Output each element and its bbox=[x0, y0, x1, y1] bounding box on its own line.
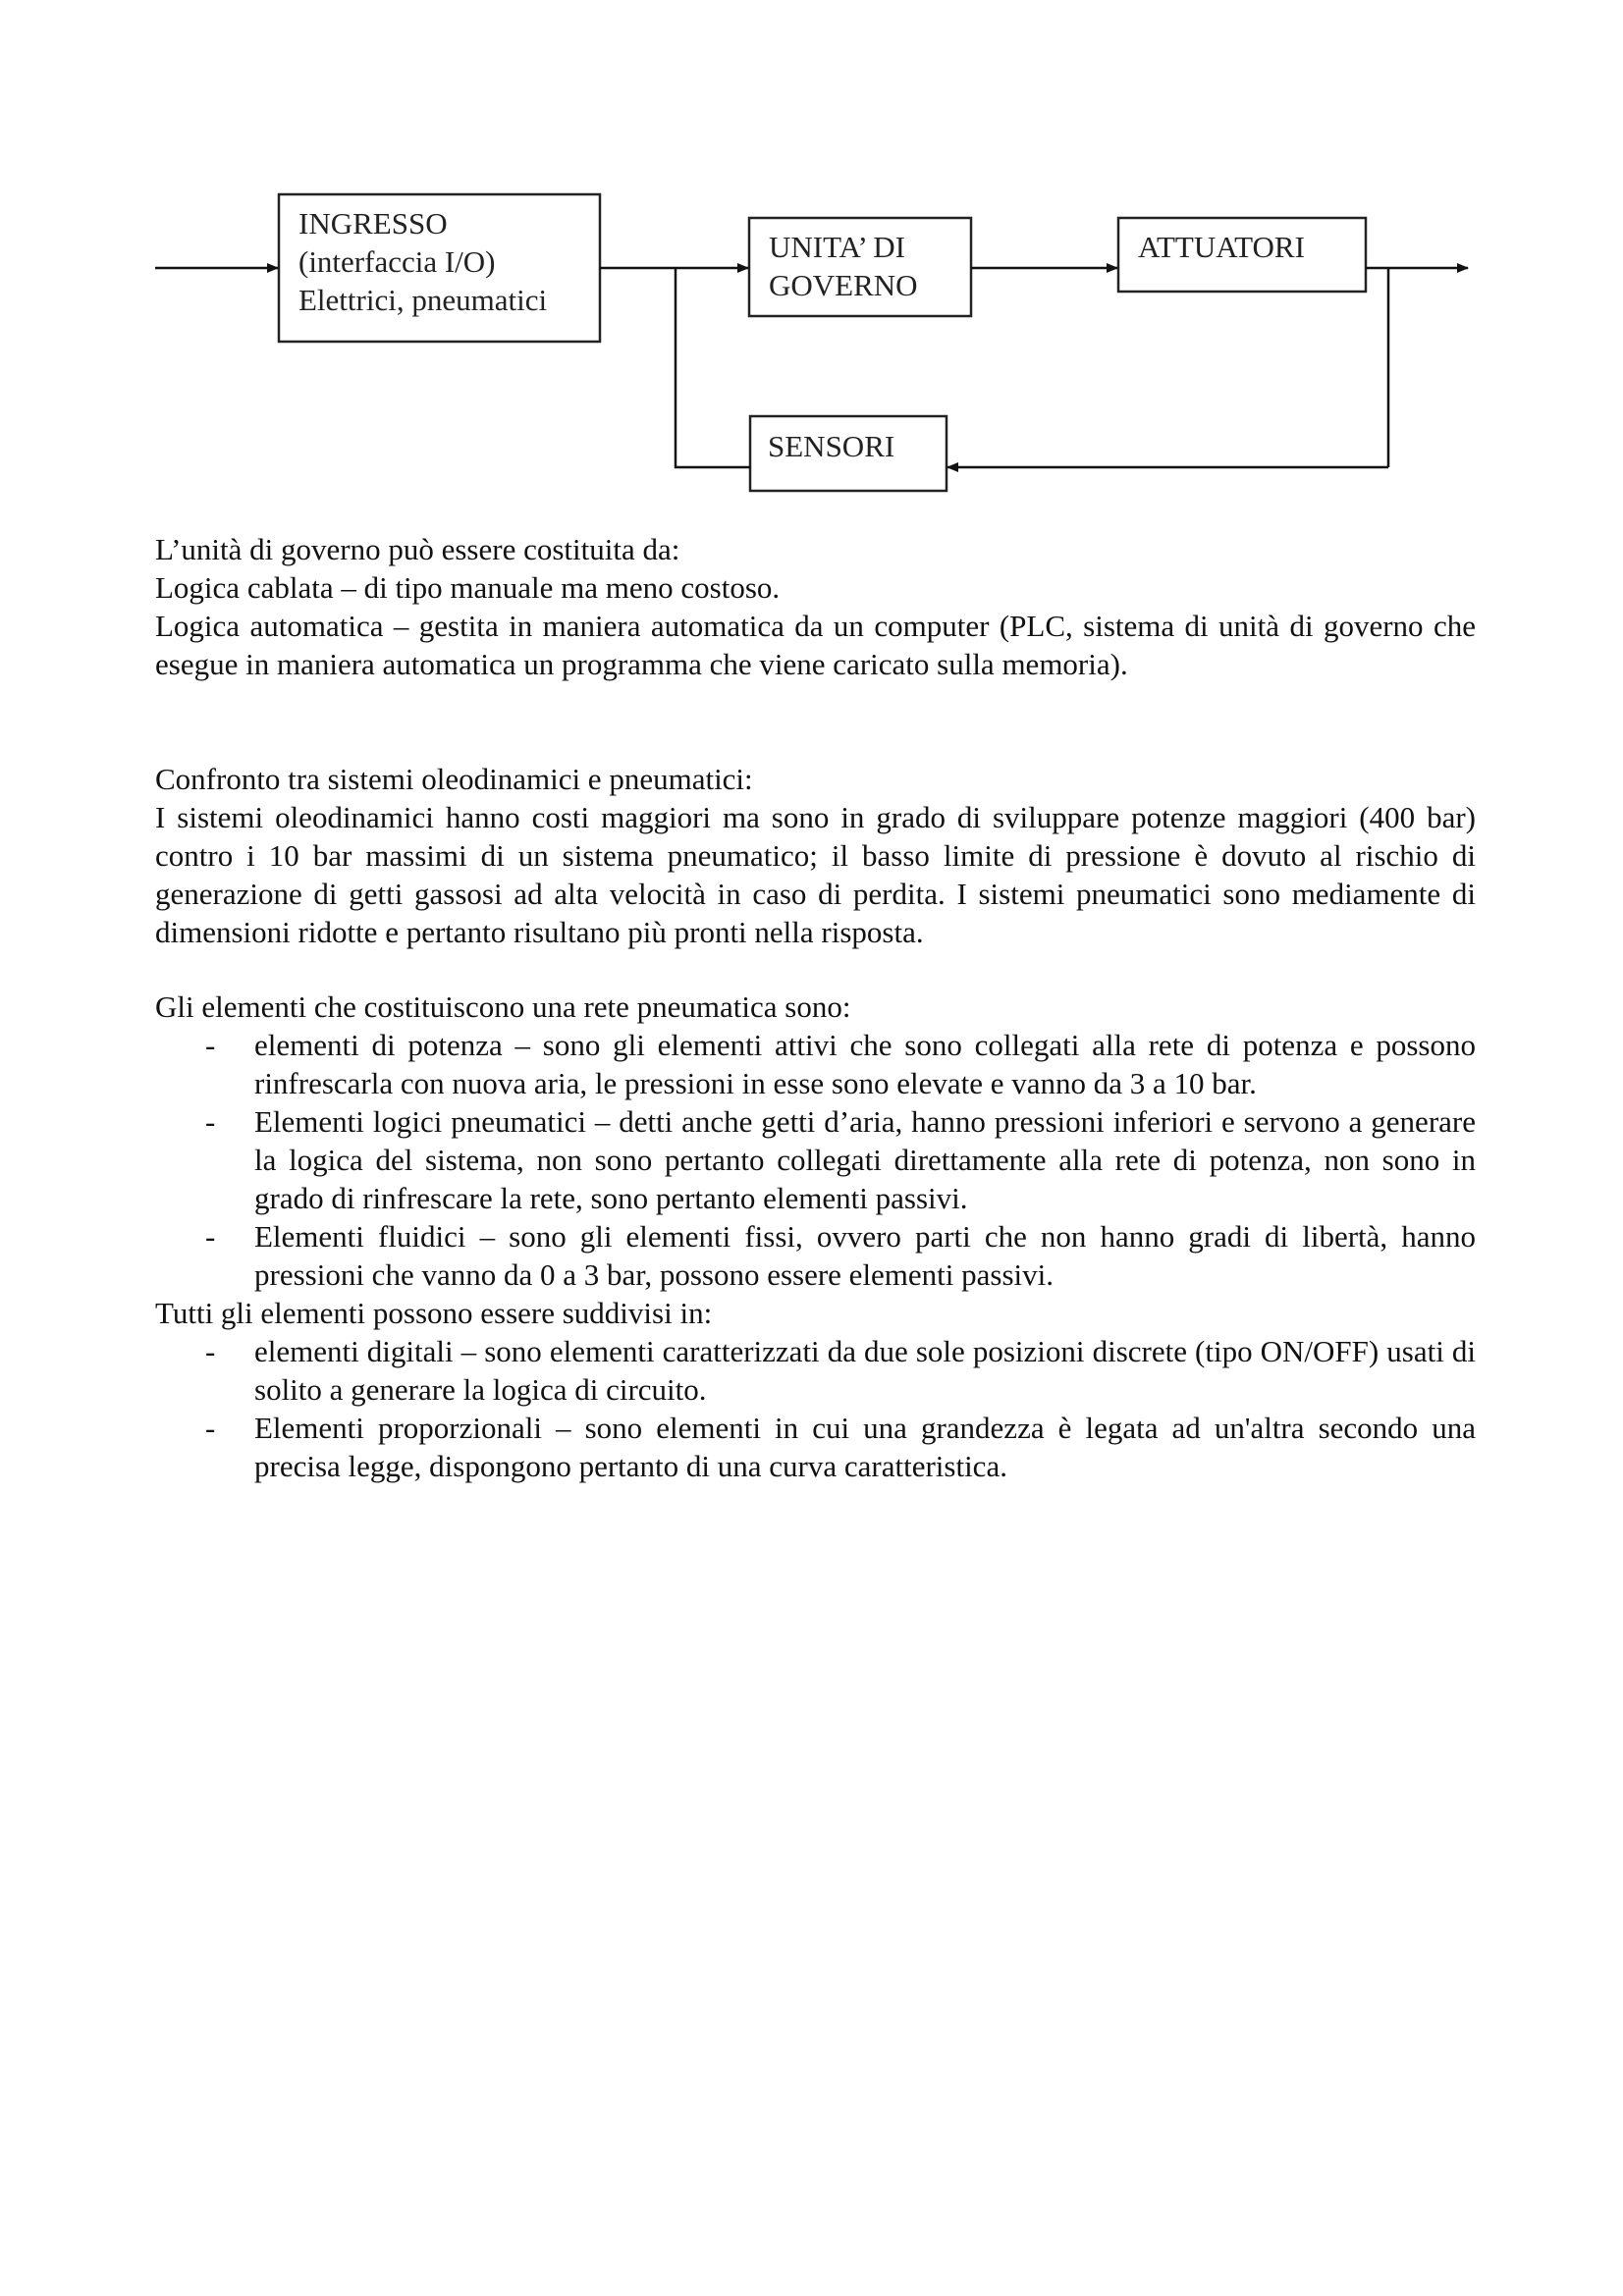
dash-bullet: - bbox=[205, 1334, 216, 1368]
section-unita-governo bbox=[155, 530, 1476, 683]
list-item-text: elementi di potenza – sono gli elementi attivi che sono collegati alla rete di potenza e possono rinfrescarla con nuova aria, le pressioni in esse sono elevate e vanno da 3 a 10 bar. bbox=[254, 1028, 1476, 1100]
list-item-text: elementi digitali – sono elementi caratterizzati da due sole posizioni discrete (tipo ON/OFF) usati di solito a generare la logica di circuito. bbox=[254, 1334, 1476, 1407]
list-item bbox=[155, 1102, 1476, 1217]
block-diagram bbox=[0, 0, 1623, 510]
section-elementi bbox=[155, 988, 1476, 1485]
dash-bullet: - bbox=[205, 1411, 216, 1445]
feedback-line-left bbox=[676, 268, 750, 467]
list-item-text: Elementi proporzionali – sono elementi in cui una grandezza è legata ad un'altra secondo una precisa legge, dispongono pertanto di una curva caratteristica. bbox=[254, 1411, 1476, 1483]
ingresso-label-3: Elettrici, pneumatici bbox=[298, 283, 548, 317]
dash-bullet: - bbox=[205, 1219, 216, 1254]
paragraph-intro: L’unità di governo può essere costituita da: bbox=[155, 532, 680, 566]
suddivisione-intro: Tutti gli elementi possono essere suddivisi in: bbox=[155, 1296, 713, 1330]
confronto-body: I sistemi oleodinamici hanno costi maggiori ma sono in grado di sviluppare potenze maggiori (400 bar) contro i 10 bar massimi di un sistema pneumatico; il basso limite di pressione è dovuto al rischio di generazione di getti gassosi ad alta velocità in caso di perdita. I sistemi pneumatici sono mediamente di dimensioni ridotte e pertanto risultano più pronti nella risposta. bbox=[155, 800, 1476, 949]
ingresso-label-1: INGRESSO bbox=[298, 206, 448, 240]
suddivisione-list bbox=[155, 1332, 1476, 1485]
list-item bbox=[155, 1217, 1476, 1294]
list-item bbox=[155, 1026, 1476, 1102]
sensori-label: SENSORI bbox=[768, 429, 895, 463]
paragraph-logica-automatica: Logica automatica – gestita in maniera automatica da un computer (PLC, sistema di unità di governo che esegue in maniera automatica un programma che viene caricato sulla memoria). bbox=[155, 609, 1476, 681]
section-confronto bbox=[155, 760, 1476, 951]
elementi-list bbox=[155, 1026, 1476, 1294]
list-item bbox=[155, 1332, 1476, 1409]
attuatori-label: ATTUATORI bbox=[1138, 230, 1305, 264]
dash-bullet: - bbox=[205, 1104, 216, 1139]
unita-governo-label-2: GOVERNO bbox=[769, 268, 918, 302]
confronto-title: Confronto tra sistemi oleodinamici e pneumatici: bbox=[155, 762, 753, 796]
list-item bbox=[155, 1409, 1476, 1485]
unita-governo-label-1: UNITA’ DI bbox=[769, 230, 905, 264]
elementi-intro: Gli elementi che costituiscono una rete pneumatica sono: bbox=[155, 989, 851, 1024]
paragraph-logica-cablata: Logica cablata – di tipo manuale ma meno costoso. bbox=[155, 570, 781, 605]
list-item-text: Elementi fluidici – sono gli elementi fissi, ovvero parti che non hanno gradi di libertà, hanno pressioni che vanno da 0 a 3 bar, possono essere elementi passivi. bbox=[254, 1219, 1476, 1292]
dash-bullet: - bbox=[205, 1028, 216, 1062]
ingresso-label-2: (interfaccia I/O) bbox=[298, 244, 496, 279]
list-item-text: Elementi logici pneumatici – detti anche getti d’aria, hanno pressioni inferiori e servono a generare la logica del sistema, non sono pertanto collegati direttamente alla rete di potenza, non sono in grado di rinfrescare la rete, sono pertanto elementi passivi. bbox=[254, 1104, 1476, 1215]
